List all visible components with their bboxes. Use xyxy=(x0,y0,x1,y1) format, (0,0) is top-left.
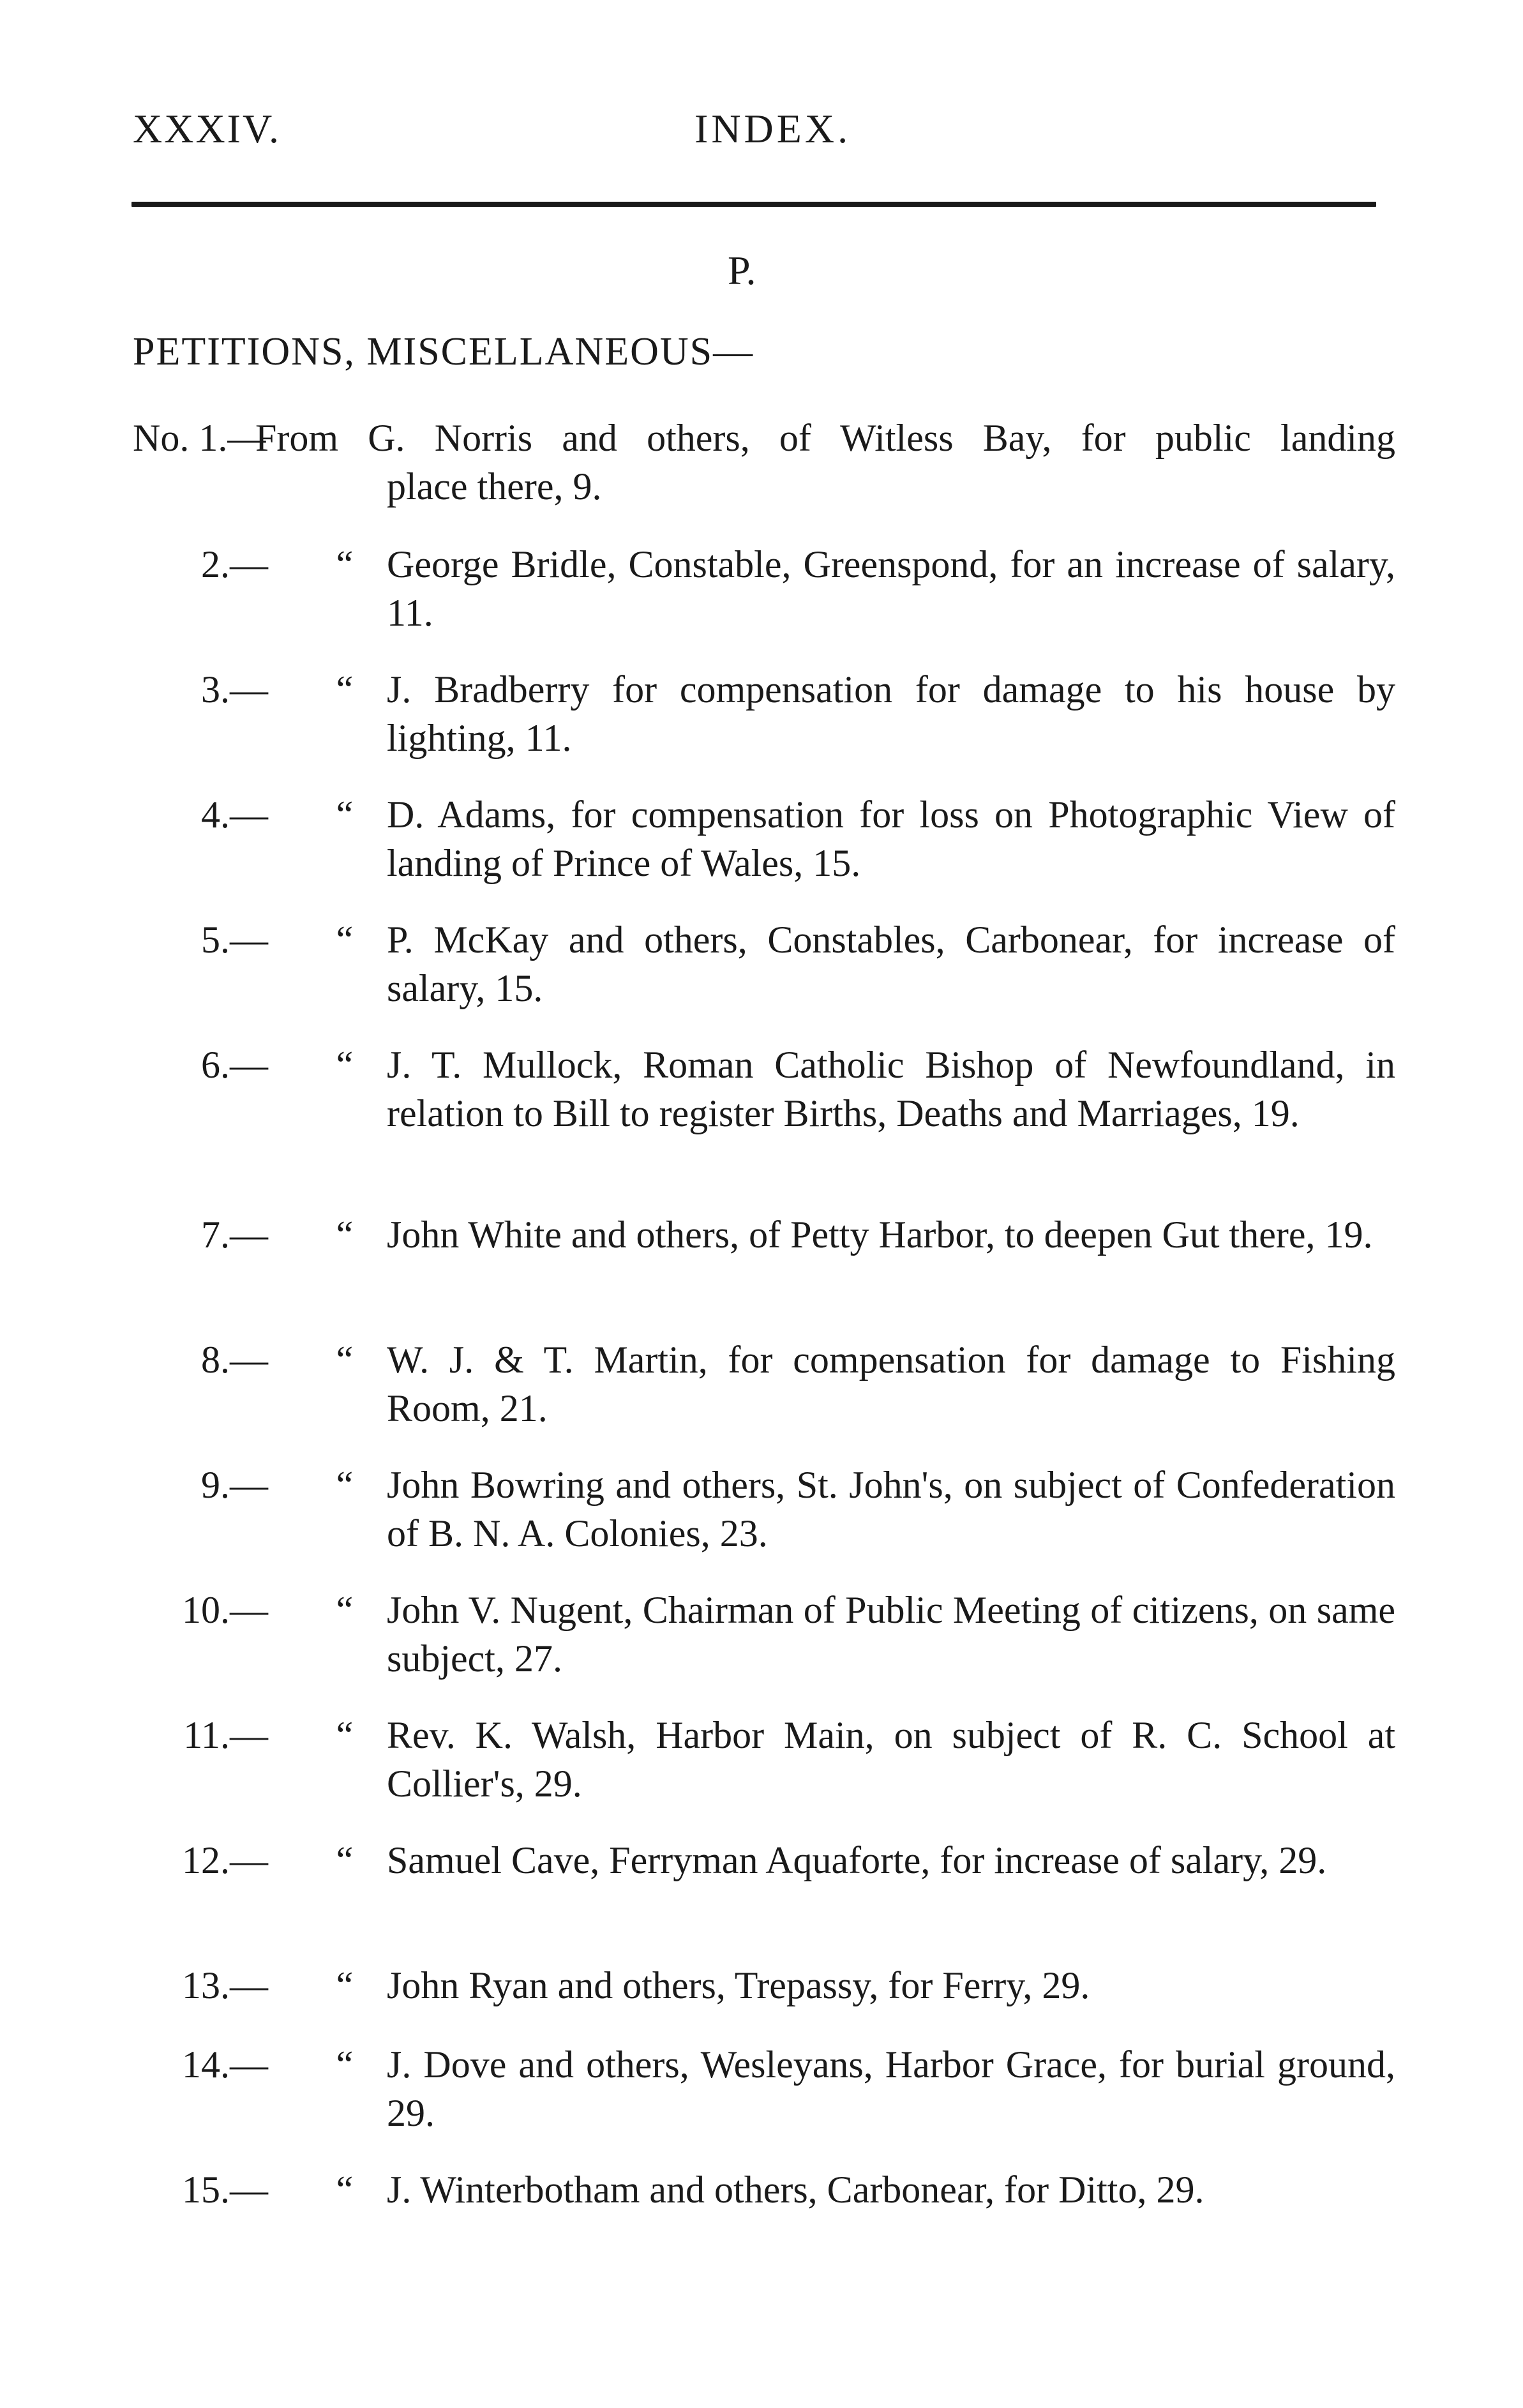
header-rule xyxy=(131,202,1376,207)
entry-text: W. J. & T. Martin, for compensation for damage to Fishing Room, 21. xyxy=(387,1339,1395,1429)
entry-number: 9.— xyxy=(201,1464,268,1506)
entry-text: J. Bradberry for compensation for damage to his house by lighting, 11. xyxy=(387,668,1395,759)
entry-text: Samuel Cave, Ferryman Aquaforte, for increase of salary, 29. xyxy=(387,1839,1327,1881)
ditto-mark: “ xyxy=(336,1714,354,1756)
page-number: XXXIV. xyxy=(133,106,281,151)
ditto-mark: “ xyxy=(336,1214,354,1256)
section-heading: PETITIONS, MISCELLANEOUS— xyxy=(133,330,754,373)
entry-number: 2.— xyxy=(201,543,268,585)
ditto-mark: “ xyxy=(336,2169,354,2211)
entry-number: 3.— xyxy=(201,668,268,711)
entry-number: 5.— xyxy=(201,919,268,961)
ditto-mark: “ xyxy=(336,919,354,961)
ditto-mark: “ xyxy=(336,1339,354,1381)
ditto-mark: “ xyxy=(336,1464,354,1506)
entry-number: 15.— xyxy=(182,2169,268,2211)
entry-number: 4.— xyxy=(201,794,268,836)
ditto-mark: “ xyxy=(336,668,354,711)
entry-text: John Ryan and others, Trepassy, for Ferry, 29. xyxy=(387,1964,1090,2006)
entry-number: No. 1.— xyxy=(133,417,266,459)
section-letter: P. xyxy=(728,248,756,293)
entry-number: 13.— xyxy=(182,1964,268,2006)
entry-text: John Bowring and others, St. John's, on subject of Confederation of B. N. A. Colonies, 23. xyxy=(387,1464,1395,1554)
ditto-mark: “ xyxy=(336,1839,354,1881)
entry-text: John White and others, of Petty Harbor, to deepen Gut there, 19. xyxy=(387,1214,1373,1256)
entry-text: J. T. Mullock, Roman Catholic Bishop of Newfoundland, in relation to Bill to register Births, Deaths and Marriages, 19. xyxy=(387,1044,1395,1134)
entry-text: From G. Norris and others, of Witless Bay, for public landing xyxy=(255,417,1395,459)
entry-text: Rev. K. Walsh, Harbor Main, on subject of R. C. School at Collier's, 29. xyxy=(387,1714,1395,1805)
ditto-mark: “ xyxy=(336,1589,354,1631)
entry-text: J. Dove and others, Wesleyans, Harbor Grace, for burial ground, 29. xyxy=(387,2043,1395,2134)
entry-text: D. Adams, for compensation for loss on Photographic View of landing of Prince of Wales, 15. xyxy=(387,794,1395,884)
entry-number: 14.— xyxy=(182,2043,268,2086)
entry-number: 12.— xyxy=(182,1839,268,1881)
ditto-mark: “ xyxy=(336,794,354,836)
ditto-mark: “ xyxy=(336,1964,354,2006)
running-head: INDEX. xyxy=(694,106,852,151)
entry-number: 7.— xyxy=(201,1214,268,1256)
entry-text: P. McKay and others, Constables, Carbonear, for increase of salary, 15. xyxy=(387,919,1395,1009)
entry-text-continuation: place there, 9. xyxy=(387,465,602,508)
entry-number: 10.— xyxy=(182,1589,268,1631)
entry-number: 11.— xyxy=(183,1714,268,1756)
entry-text: John V. Nugent, Chairman of Public Meeting of citizens, on same subject, 27. xyxy=(387,1589,1395,1680)
ditto-mark: “ xyxy=(336,543,354,585)
entry-number: 6.— xyxy=(201,1044,268,1086)
entry-text: J. Winterbotham and others, Carbonear, for Ditto, 29. xyxy=(387,2169,1204,2211)
entry-text: George Bridle, Constable, Greenspond, for an increase of salary, 11. xyxy=(387,543,1395,634)
ditto-mark: “ xyxy=(336,1044,354,1086)
ditto-mark: “ xyxy=(336,2043,354,2086)
entry-number: 8.— xyxy=(201,1339,268,1381)
